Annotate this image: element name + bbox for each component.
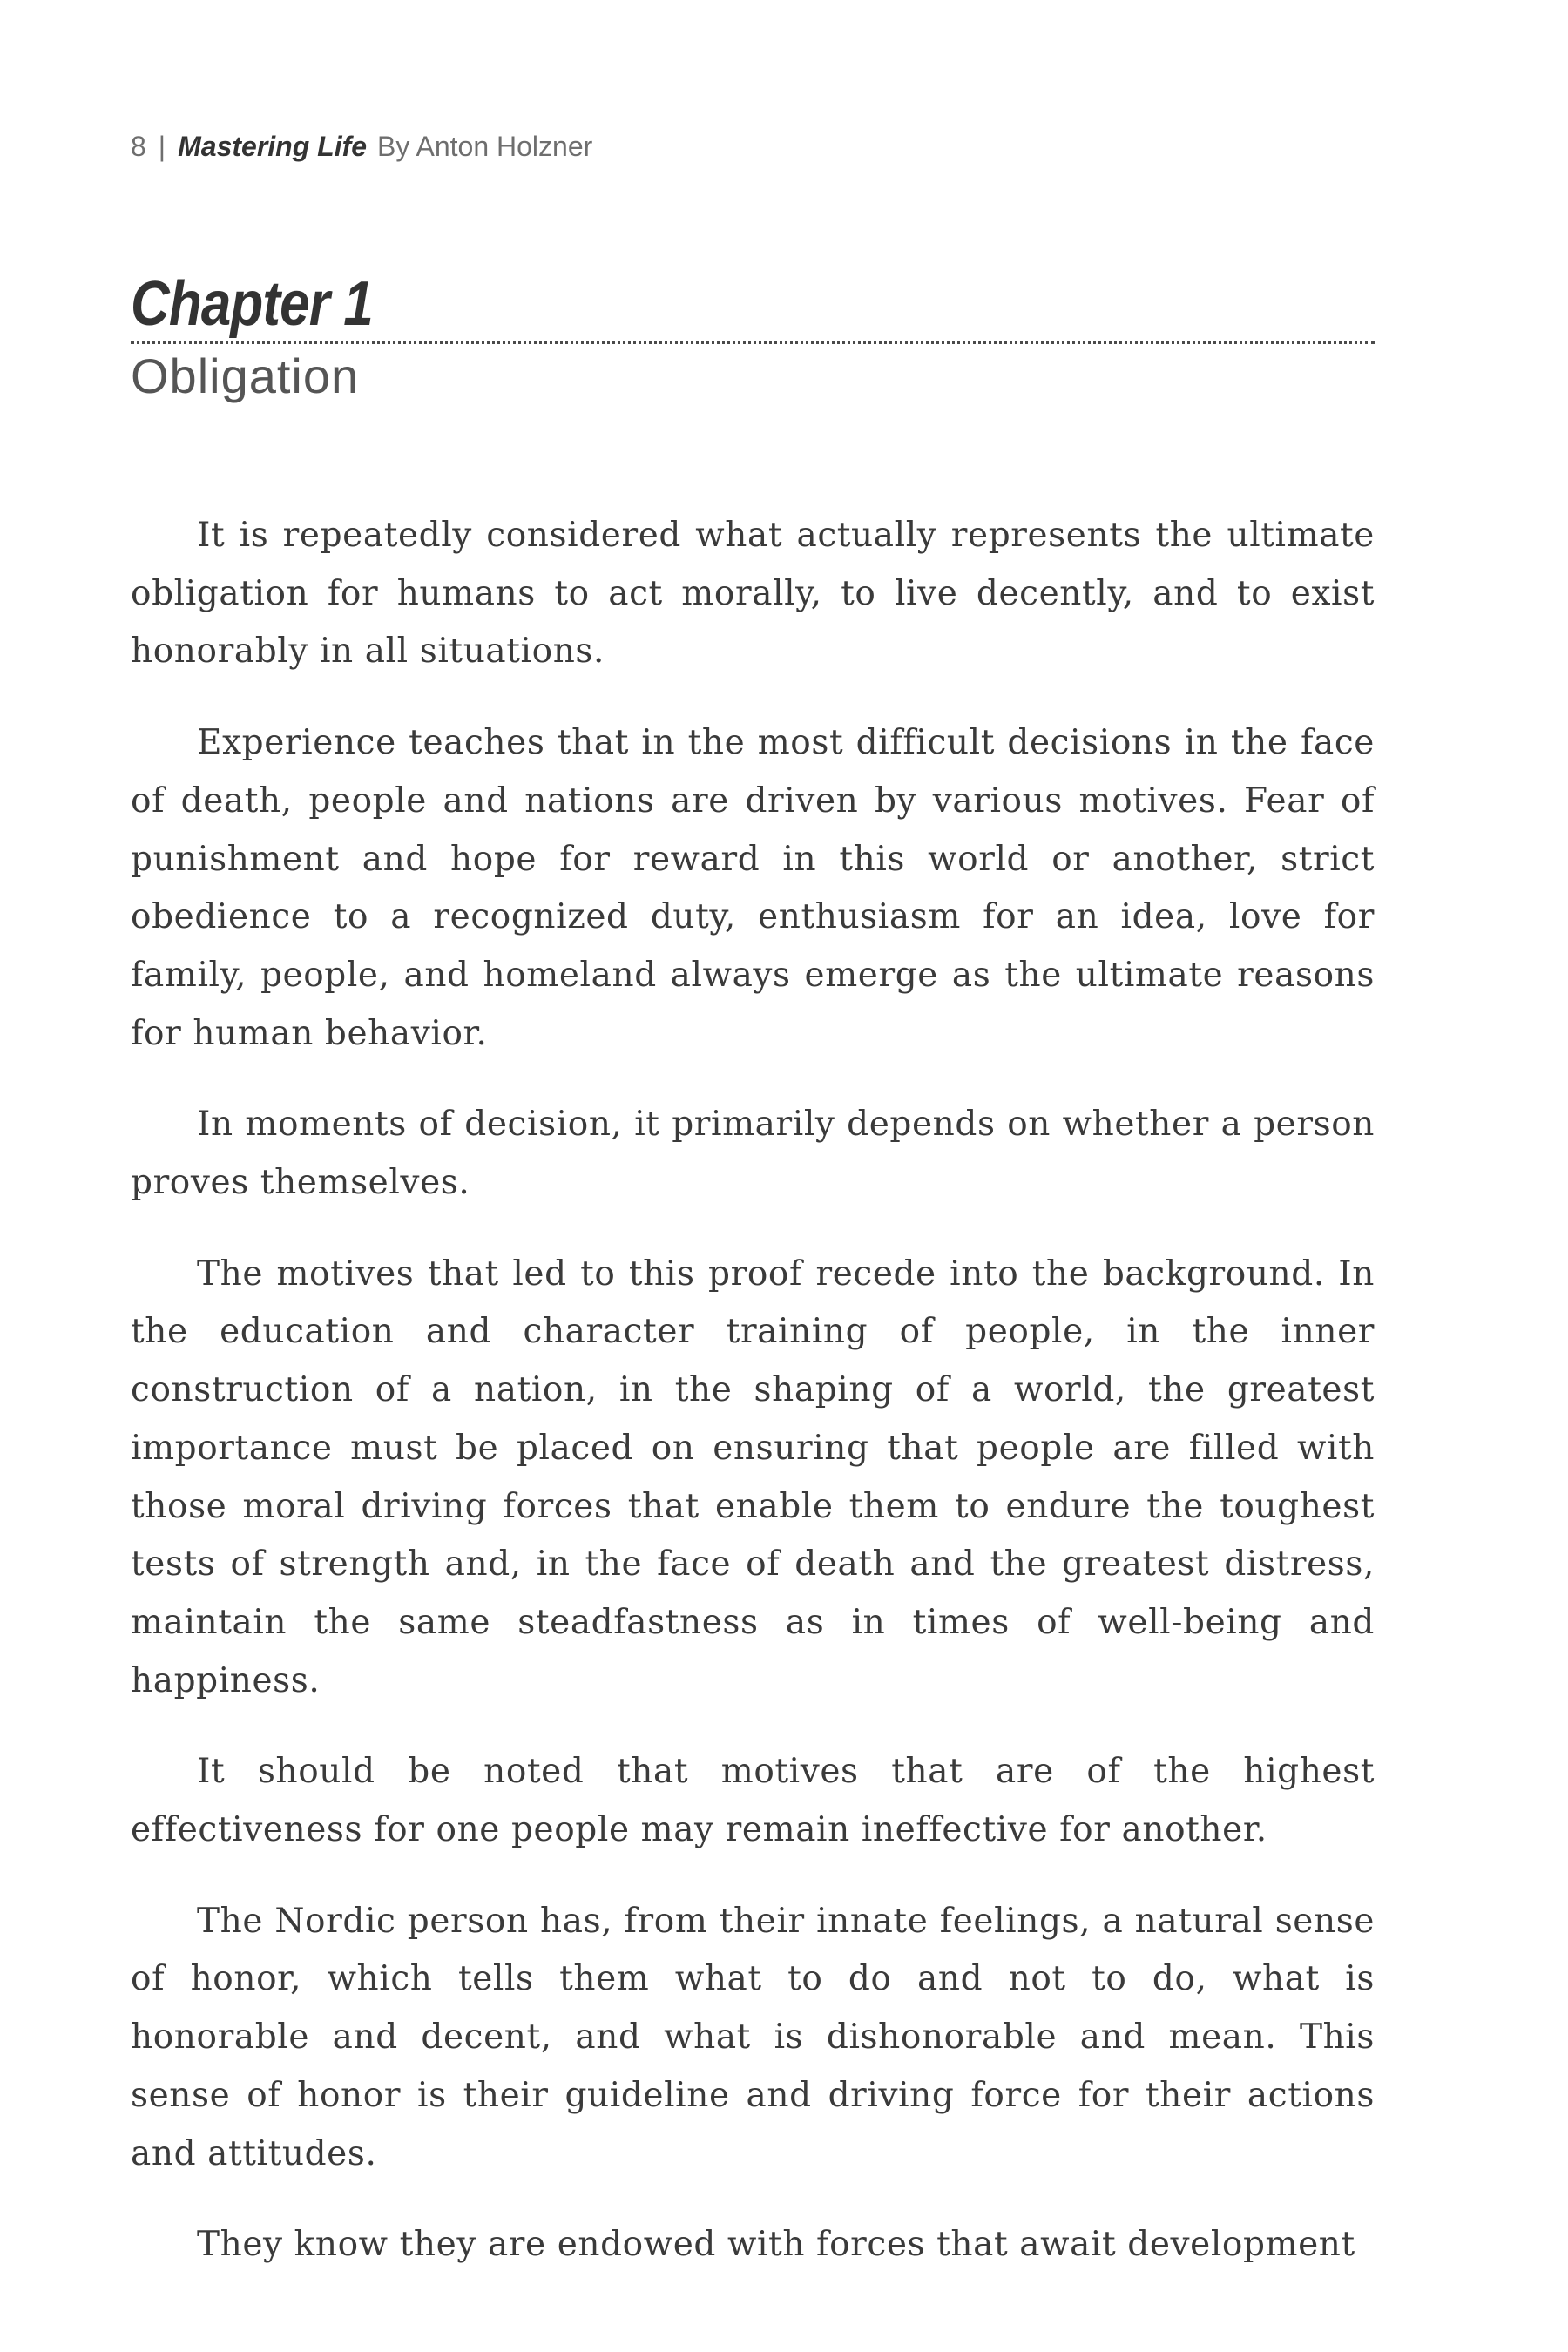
- body-text: [131, 507, 1375, 2308]
- header-separator: |: [158, 131, 166, 162]
- chapter-dotted-rule: [131, 341, 1375, 344]
- chapter-number: Chapter 1: [131, 269, 373, 339]
- page-number: 8: [131, 131, 146, 162]
- paragraph: In moments of decision, it primarily depends on whether a person proves themselves.: [131, 1105, 1375, 1203]
- chapter-heading: [131, 270, 1375, 402]
- book-title: Mastering Life: [178, 131, 368, 162]
- paragraph: It is repeatedly considered what actually represents the ultimate obligation for humans to act morally, to live decently, and to exist honorably in all situations.: [131, 516, 1375, 672]
- paragraph: The Nordic person has, from their innate feelings, a natural sense of honor, which tells them what to do and not to do, what is honorable and decent, and what is dishonorable and mean. This sense of honor is their guideline and driving force for their actions and attitudes.: [131, 1901, 1375, 2173]
- chapter-title: Obligation: [131, 348, 360, 403]
- running-header: [131, 129, 592, 164]
- paragraph: It should be noted that motives that are of the highest effectiveness for one people may remain ineffective for another.: [131, 1752, 1375, 1850]
- paragraph: Experience teaches that in the most difficult decisions in the face of death, people and nations are driven by various motives. Fear of punishment and hope for reward in this world or another, strict obedience to a recognized duty, enthusiasm for an idea, love for family, people, and homeland always emerge as the ultimate reasons for human behavior.: [131, 723, 1375, 1053]
- paragraph: They know they are endowed with forces that await development: [197, 2225, 1355, 2265]
- author-byline: By Anton Holzner: [377, 131, 593, 162]
- paragraph: The motives that led to this proof recede into the background. In the education and character training of people, in the inner construction of a nation, in the shaping of a world, the greatest importance must be placed on ensuring that people are filled with those moral driving forces that enable them to endure the toughest tests of strength and, in the face of death and the greatest distress, maintain the same steadfastness as in times of well-being and happiness.: [131, 1254, 1375, 1700]
